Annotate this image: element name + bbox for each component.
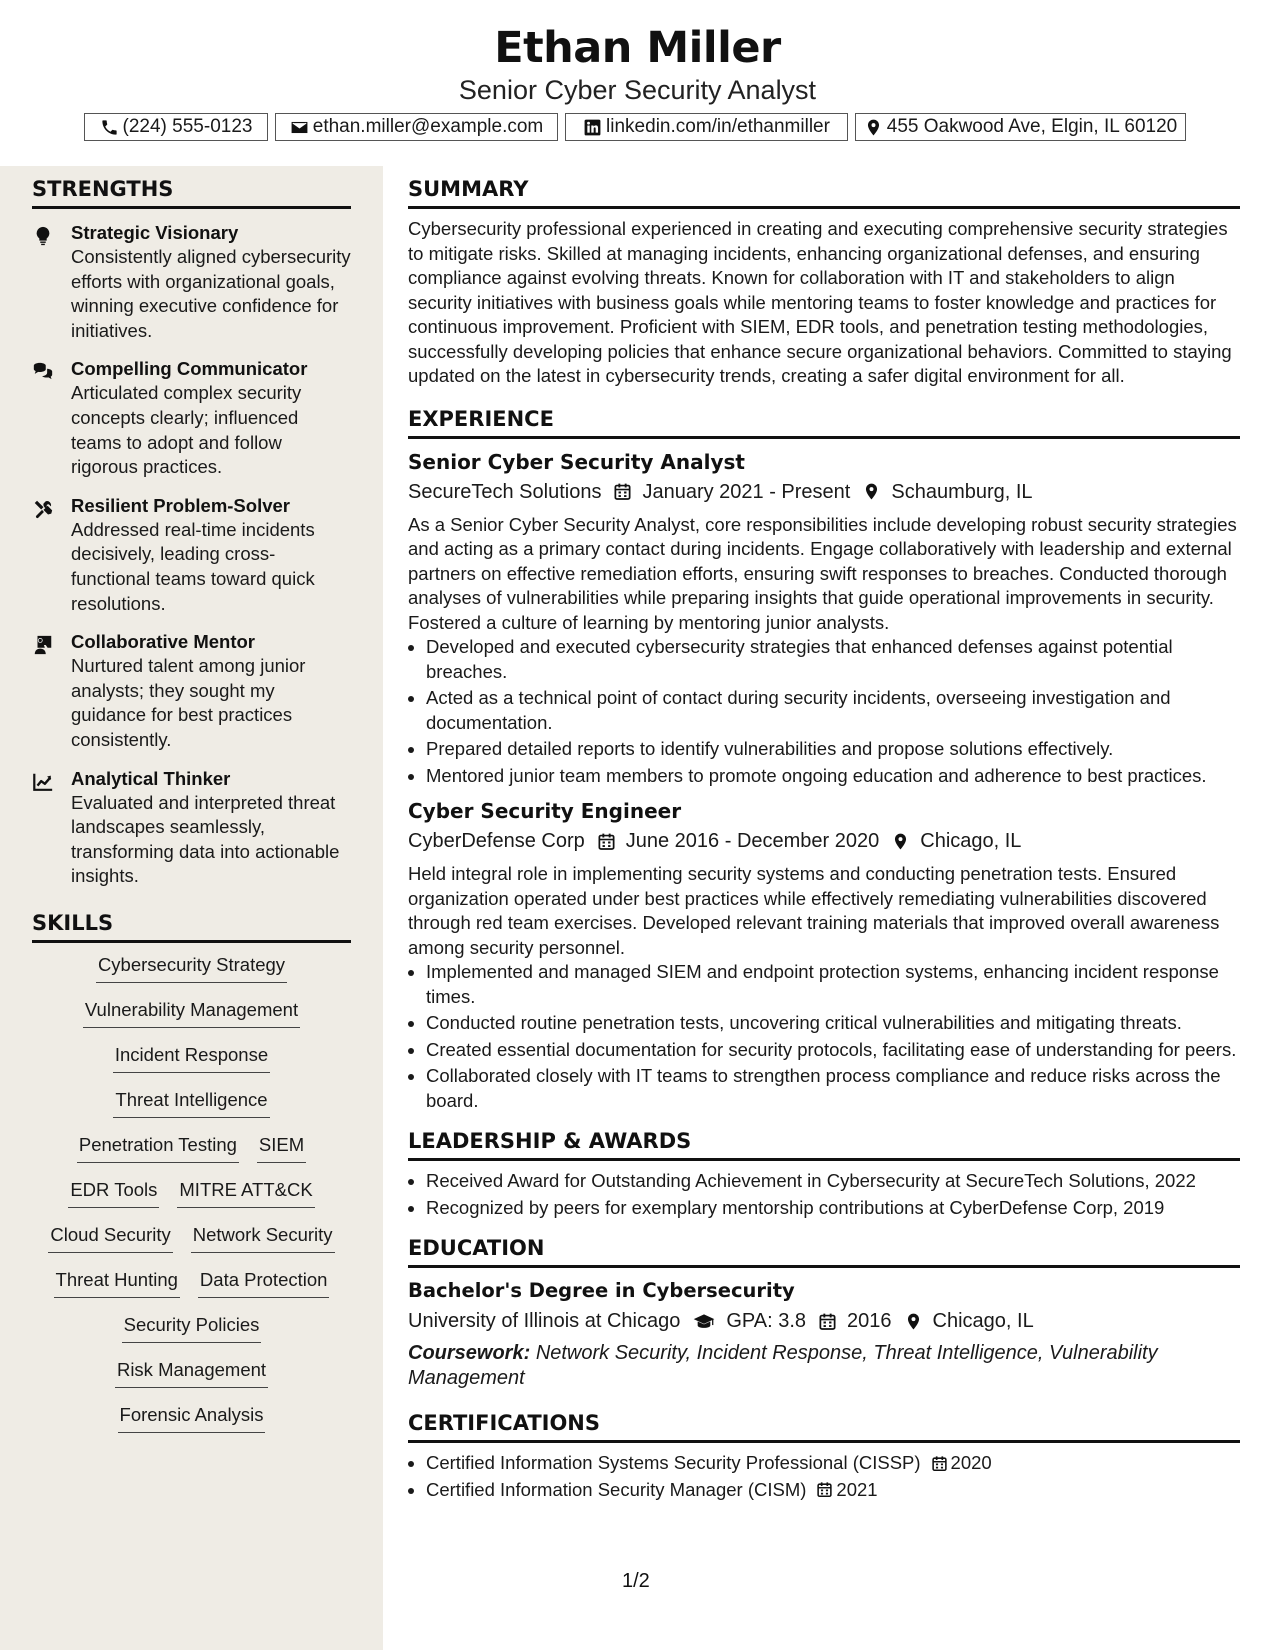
skill-tag: Security Policies xyxy=(122,1309,262,1343)
awards-heading: LEADERSHIP & AWARDS xyxy=(408,1127,1240,1161)
map-marker-icon xyxy=(904,1312,923,1331)
job-bullet: • Developed and executed cybersecurity strategies that enhanced defenses against potential breaches. xyxy=(426,635,1240,684)
job-location: Schaumburg, IL xyxy=(891,480,1033,503)
strength-item xyxy=(32,221,351,343)
job-bullet: • Implemented and managed SIEM and endpoint protection systems, enhancing incident response times. xyxy=(426,960,1240,1009)
page-number: 1/2 xyxy=(622,1570,650,1592)
envelope-icon xyxy=(290,118,309,137)
candidate-title: Senior Cyber Security Analyst xyxy=(458,75,817,105)
cert-name: • Certified Information Systems Security Professional (CISSP) xyxy=(426,1452,921,1473)
phone-icon xyxy=(100,118,119,137)
strength-text: Articulated complex security concepts clearly; influenced teams to adopt and follow rigorous practices. xyxy=(71,382,302,478)
strengths-heading: STRENGTHS xyxy=(32,175,351,209)
graduation-cap-icon xyxy=(692,1312,716,1331)
job-bullet: • Prepared detailed reports to identify vulnerabilities and propose solutions effectively. xyxy=(426,737,1240,762)
contact-address xyxy=(855,113,1186,141)
email-text: ethan.miller@example.com xyxy=(312,116,544,137)
degree-title: Bachelor's Degree in Cybersecurity xyxy=(408,1279,795,1302)
calendar-icon xyxy=(613,482,632,501)
job-title: Cyber Security Engineer xyxy=(408,799,682,823)
school-location: Chicago, IL xyxy=(932,1310,1034,1332)
certifications-list xyxy=(408,1451,1240,1502)
strength-title: Strategic Visionary xyxy=(71,222,239,243)
cert-name: • Certified Information Security Manager (CISM) xyxy=(426,1478,807,1500)
skill-tag: Risk Management xyxy=(115,1354,268,1388)
skill-tag: SIEM xyxy=(257,1129,306,1163)
skill-tag: Threat Intelligence xyxy=(113,1084,269,1118)
skill-tag: Cybersecurity Strategy xyxy=(96,949,287,983)
map-marker-icon xyxy=(864,118,883,137)
summary-section xyxy=(408,175,1240,389)
calendar-icon xyxy=(931,1455,948,1472)
skills-section xyxy=(32,909,351,1444)
strength-item xyxy=(32,494,351,616)
skill-tag: Cloud Security xyxy=(48,1219,172,1253)
skill-tag: Vulnerability Management xyxy=(83,994,300,1028)
lightbulb-icon xyxy=(32,225,54,247)
summary-heading: SUMMARY xyxy=(408,175,1240,209)
contact-bar xyxy=(84,113,1186,145)
job-bullet: • Acted as a technical point of contact during security incidents, overseeing investigation and documentation. xyxy=(426,686,1240,735)
summary-text: Cybersecurity professional experienced in creating and executing comprehensive security strategies to mitigate risks. Skilled at managing incidents, enhancing organizational defenses, and ensuring compliance against evolving threats. Known for collaboration with IT and stakeholders to align security initiatives with business goals while mentoring teams to foster knowledge and practices for continuous improvement. Proficient with SIEM, EDR tools, and penetration testing methodologies, successfully developing policies that enhance secure organizational behaviors. Committed to staying updated on the latest in cybersecurity trends, creating a safer digital environment for all. xyxy=(408,218,1232,386)
job-bullets xyxy=(408,635,1240,788)
tools-icon xyxy=(32,498,54,520)
phone-text: (224) 555-0123 xyxy=(122,116,253,137)
strength-title: Resilient Problem-Solver xyxy=(71,494,290,516)
linkedin-text: linkedin.com/in/ethanmiller xyxy=(606,116,830,137)
job-meta xyxy=(408,477,1240,507)
map-marker-icon xyxy=(891,832,910,851)
coursework-label: Coursework: xyxy=(408,1342,531,1364)
coursework-text: Network Security, Incident Response, Threat Intelligence, Vulnerability Management xyxy=(408,1342,1158,1389)
job-bullet: • Collaborated closely with IT teams to strengthen process compliance and reduce risks across the board. xyxy=(426,1064,1240,1113)
contact-phone xyxy=(84,113,268,141)
calendar-icon xyxy=(816,1481,833,1498)
skills-heading: SKILLS xyxy=(32,909,351,943)
calendar-icon xyxy=(818,1312,837,1331)
skill-tag: MITRE ATT&CK xyxy=(177,1174,314,1208)
linkedin-icon xyxy=(583,118,602,137)
teacher-icon xyxy=(32,634,54,656)
experience-heading: EXPERIENCE xyxy=(408,405,1240,439)
skill-tag: Data Protection xyxy=(198,1264,330,1298)
job-meta xyxy=(408,826,1240,856)
job-title: Senior Cyber Security Analyst xyxy=(408,449,745,474)
awards-section xyxy=(408,1127,1240,1220)
skill-tag: Penetration Testing xyxy=(77,1129,239,1163)
gpa: GPA: 3.8 xyxy=(726,1310,807,1332)
job-description: Held integral role in implementing security systems and conducting penetration tests. Ensured organization operated under best practices while effectively remediating vulnerabilities discovered through red team exercises. Developed relevant training materials that improved overall awareness among security personnel. xyxy=(408,863,1220,958)
award-item: • Received Award for Outstanding Achievement in Cybersecurity at SecureTech Solutions, 2022 xyxy=(426,1169,1240,1194)
strength-item xyxy=(32,357,351,479)
skill-tag: Network Security xyxy=(191,1219,335,1253)
comments-icon xyxy=(32,361,54,383)
job-entry xyxy=(408,797,1240,1113)
resume-header xyxy=(0,0,1275,166)
school-name: University of Illinois at Chicago xyxy=(408,1310,681,1332)
strength-text: Consistently aligned cybersecurity efforts with organizational goals, winning executive confidence for initiatives. xyxy=(71,246,351,341)
strength-item xyxy=(32,767,351,889)
cert-year: 2021 xyxy=(836,1478,878,1500)
job-company: CyberDefense Corp xyxy=(408,830,585,852)
strengths-section xyxy=(32,175,351,889)
strength-title: Collaborative Mentor xyxy=(71,631,255,653)
skill-tag: Forensic Analysis xyxy=(118,1399,266,1433)
experience-section xyxy=(408,405,1240,1114)
certifications-section xyxy=(408,1409,1240,1502)
chart-line-icon xyxy=(32,771,54,793)
job-bullet: • Conducted routine penetration tests, uncovering critical vulnerabilities and mitigating threats. xyxy=(426,1011,1240,1036)
contact-linkedin[interactable] xyxy=(565,113,848,141)
education-heading: EDUCATION xyxy=(408,1234,1240,1268)
map-marker-icon xyxy=(862,482,881,501)
cert-year: 2020 xyxy=(950,1452,992,1473)
strength-title: Analytical Thinker xyxy=(71,767,231,789)
skill-tag: EDR Tools xyxy=(68,1174,159,1208)
address-text: 455 Oakwood Ave, Elgin, IL 60120 xyxy=(886,116,1178,137)
job-description: As a Senior Cyber Security Analyst, core responsibilities include developing robust security strategies and acting as a primary contact during incidents. Engage collaboratively with leadership and external partners on effective remediation efforts, ensuring swift responses to breaches. Conducted thorough analyses of vulnerabilities while preparing insights that guide operational improvements in security. Fostered a culture of learning by mentoring junior analysts. xyxy=(408,513,1237,633)
skill-tag: Incident Response xyxy=(113,1039,270,1073)
job-dates: June 2016 - December 2020 xyxy=(625,830,880,852)
certification-item xyxy=(426,1451,1240,1476)
education-meta xyxy=(408,1306,1240,1336)
job-dates: January 2021 - Present xyxy=(642,480,851,503)
candidate-name: Ethan Miller xyxy=(494,23,781,73)
education-section xyxy=(408,1234,1240,1391)
job-bullet: • Mentored junior team members to promote ongoing education and adherence to best practices. xyxy=(426,764,1240,789)
strength-item xyxy=(32,630,351,752)
calendar-icon xyxy=(597,832,616,851)
certifications-heading: CERTIFICATIONS xyxy=(408,1409,1240,1443)
strength-title: Compelling Communicator xyxy=(71,358,308,380)
main-content xyxy=(408,166,1240,1504)
skill-tag: Threat Hunting xyxy=(54,1264,180,1298)
certification-item xyxy=(426,1478,1240,1503)
job-company: SecureTech Solutions xyxy=(408,480,602,503)
awards-list xyxy=(408,1169,1240,1220)
job-bullets xyxy=(408,960,1240,1113)
job-entry xyxy=(408,448,1240,789)
award-item: • Recognized by peers for exemplary mentorship contributions at CyberDefense Corp, 2019 xyxy=(426,1196,1240,1221)
sidebar xyxy=(0,166,383,1650)
skills-list xyxy=(32,943,351,1444)
job-location: Chicago, IL xyxy=(920,830,1022,852)
strength-text: Evaluated and interpreted threat landscapes seamlessly, transforming data into actionable insights. xyxy=(71,791,340,887)
strength-text: Nurtured talent among junior analysts; they sought my guidance for best practices consistently. xyxy=(71,655,306,750)
graduation-year: 2016 xyxy=(847,1310,892,1332)
coursework xyxy=(408,1341,1240,1391)
strength-text: Addressed real-time incidents decisively, leading cross-functional teams toward quick resolutions. xyxy=(71,518,315,614)
contact-email[interactable] xyxy=(275,113,558,141)
job-bullet: • Created essential documentation for security protocols, facilitating ease of understanding for peers. xyxy=(426,1038,1240,1063)
